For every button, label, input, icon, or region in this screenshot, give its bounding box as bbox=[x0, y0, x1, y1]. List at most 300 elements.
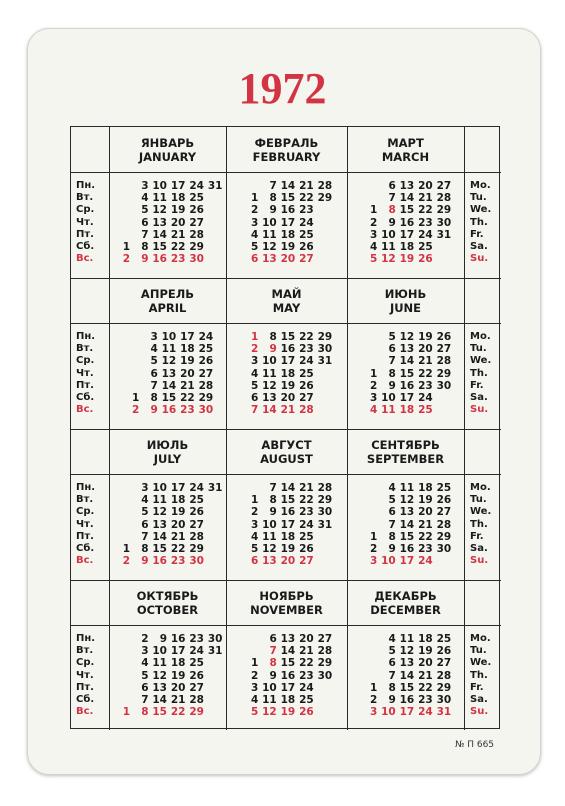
date-cell: 22 bbox=[418, 530, 433, 543]
date-cell: 21 bbox=[418, 669, 433, 682]
day-label: Чт. bbox=[76, 367, 94, 379]
date-cell: 25 bbox=[189, 657, 204, 670]
date-cell: 26 bbox=[189, 669, 204, 682]
date-cell: 4 bbox=[369, 240, 378, 253]
date-cell: 20 bbox=[180, 367, 195, 380]
empty-cell bbox=[114, 694, 130, 706]
empty-cell bbox=[207, 217, 223, 229]
date-cell: 28 bbox=[198, 379, 214, 392]
week-column bbox=[151, 180, 167, 265]
day-label: Tu. bbox=[470, 494, 487, 506]
date-cell: 6 bbox=[388, 180, 396, 192]
date-cell: 29 bbox=[198, 391, 214, 404]
empty-cell bbox=[114, 657, 130, 669]
date-cell: 24 bbox=[299, 518, 314, 531]
date-cell: 31 bbox=[436, 706, 452, 719]
date-cell: 18 bbox=[170, 494, 186, 507]
date-cell: 7 bbox=[141, 693, 149, 706]
date-cell: 13 bbox=[280, 633, 296, 645]
header-divider bbox=[71, 323, 501, 324]
day-labels-en bbox=[470, 331, 491, 416]
date-cell: 9 bbox=[269, 343, 277, 356]
date-cell: 12 bbox=[262, 379, 277, 392]
date-cell: 22 bbox=[299, 192, 314, 205]
date-cell: 28 bbox=[436, 669, 452, 682]
month-name-ru: ФЕВРАЛЬ bbox=[254, 136, 319, 150]
week-column bbox=[133, 482, 149, 567]
date-cell: 5 bbox=[141, 204, 149, 217]
date-cell: 27 bbox=[189, 518, 204, 531]
date-cell: 31 bbox=[317, 518, 333, 531]
date-cell: 13 bbox=[152, 216, 167, 229]
date-cell: 8 bbox=[269, 192, 277, 205]
day-label: Su. bbox=[470, 706, 489, 718]
date-cell: 28 bbox=[299, 404, 314, 417]
day-label: We. bbox=[470, 204, 492, 216]
day-label: Пн. bbox=[76, 482, 96, 493]
date-cell: 3 bbox=[369, 228, 378, 241]
empty-cell bbox=[361, 494, 377, 506]
date-cell: 14 bbox=[280, 180, 296, 192]
date-cell: 3 bbox=[141, 482, 149, 494]
date-cell: 6 bbox=[250, 555, 259, 568]
week-column bbox=[435, 482, 451, 567]
date-cell: 22 bbox=[418, 367, 433, 380]
date-cell: 5 bbox=[250, 542, 259, 555]
date-cell: 19 bbox=[180, 355, 195, 368]
date-cell: 23 bbox=[170, 253, 186, 266]
week-column bbox=[298, 180, 314, 265]
date-cell: 24 bbox=[418, 706, 433, 719]
date-cell: 7 bbox=[388, 192, 396, 205]
date-cell: 15 bbox=[280, 192, 296, 205]
date-cell: 18 bbox=[418, 633, 433, 645]
empty-cell bbox=[207, 657, 223, 669]
column-divider bbox=[347, 127, 348, 730]
date-cell: 19 bbox=[280, 240, 296, 253]
date-cell: 31 bbox=[207, 645, 223, 658]
date-cell: 15 bbox=[161, 391, 177, 404]
month-name-en: JULY bbox=[153, 452, 182, 466]
date-cell: 19 bbox=[280, 379, 296, 392]
empty-cell bbox=[207, 253, 223, 265]
week-column bbox=[316, 180, 332, 265]
date-cell: 7 bbox=[269, 180, 277, 192]
empty-cell bbox=[242, 633, 258, 645]
week-column bbox=[435, 331, 451, 416]
date-cell: 19 bbox=[170, 204, 186, 217]
day-label: Чт. bbox=[76, 518, 94, 530]
day-label: Пн. bbox=[76, 331, 96, 342]
day-label: Пт. bbox=[76, 228, 94, 240]
date-cell: 15 bbox=[399, 367, 415, 380]
date-cell: 25 bbox=[436, 482, 452, 494]
date-cell: 1 bbox=[122, 542, 130, 555]
day-label: Sa. bbox=[470, 693, 488, 705]
date-cell: 30 bbox=[207, 633, 223, 645]
day-label: Пт. bbox=[76, 379, 94, 391]
day-labels-ru bbox=[76, 180, 95, 265]
week-column bbox=[279, 331, 295, 416]
week-column bbox=[298, 331, 314, 416]
date-cell: 22 bbox=[299, 494, 314, 507]
date-cell: 11 bbox=[381, 240, 396, 253]
week-column bbox=[361, 180, 377, 265]
empty-cell bbox=[114, 494, 130, 506]
empty-cell bbox=[207, 670, 223, 682]
week-column bbox=[435, 633, 451, 718]
date-cell: 9 bbox=[388, 693, 396, 706]
day-label: Чт. bbox=[76, 669, 94, 681]
date-cell: 2 bbox=[250, 204, 259, 217]
empty-cell bbox=[435, 392, 451, 404]
date-cell: 13 bbox=[262, 391, 277, 404]
month-header bbox=[109, 589, 226, 617]
date-cell: 21 bbox=[280, 404, 296, 417]
date-cell: 11 bbox=[399, 482, 415, 494]
date-cell: 12 bbox=[262, 706, 277, 719]
date-cell: 4 bbox=[250, 693, 259, 706]
day-label: Сб. bbox=[76, 240, 95, 252]
empty-cell bbox=[114, 204, 130, 216]
day-label: Пн. bbox=[76, 633, 96, 644]
date-cell: 20 bbox=[280, 391, 296, 404]
week-column bbox=[261, 482, 277, 567]
date-cell: 24 bbox=[189, 482, 204, 494]
empty-cell bbox=[361, 180, 377, 192]
band-divider bbox=[71, 429, 501, 430]
date-cell: 19 bbox=[280, 542, 296, 555]
day-label: Ср. bbox=[76, 657, 95, 669]
day-labels-en bbox=[470, 180, 491, 265]
date-cell: 4 bbox=[250, 228, 259, 241]
date-cell: 2 bbox=[369, 693, 378, 706]
date-cell: 12 bbox=[381, 253, 396, 266]
date-cell: 10 bbox=[262, 216, 277, 229]
date-cell: 10 bbox=[262, 518, 277, 531]
date-cell: 28 bbox=[189, 693, 204, 706]
date-cell: 25 bbox=[418, 240, 433, 253]
date-cell: 25 bbox=[299, 530, 314, 543]
week-column bbox=[380, 331, 396, 416]
date-cell: 29 bbox=[436, 681, 452, 694]
empty-cell bbox=[123, 355, 139, 367]
date-cell: 18 bbox=[280, 228, 296, 241]
week-column bbox=[151, 633, 167, 718]
date-cell: 22 bbox=[180, 391, 195, 404]
month-header bbox=[226, 438, 347, 466]
week-column bbox=[114, 180, 130, 265]
date-cell: 21 bbox=[418, 518, 433, 531]
date-cell: 27 bbox=[436, 657, 452, 670]
day-label: Вт. bbox=[76, 494, 94, 506]
date-cell: 1 bbox=[122, 706, 130, 719]
date-cell: 23 bbox=[418, 216, 433, 229]
month-name-ru: ДЕКАБРЬ bbox=[374, 589, 437, 603]
day-label: Пн. bbox=[76, 180, 96, 191]
week-column bbox=[242, 331, 258, 416]
date-cell: 15 bbox=[399, 530, 415, 543]
month-name-en: SEPTEMBER bbox=[366, 452, 445, 466]
date-cell: 3 bbox=[150, 331, 158, 343]
date-cell: 30 bbox=[189, 555, 204, 568]
date-cell: 5 bbox=[150, 355, 158, 368]
month-header bbox=[347, 438, 464, 466]
date-cell: 29 bbox=[436, 204, 452, 217]
date-cell: 29 bbox=[317, 331, 333, 343]
day-label: Пт. bbox=[76, 681, 94, 693]
week-column bbox=[279, 180, 295, 265]
date-cell: 12 bbox=[262, 542, 277, 555]
empty-cell bbox=[123, 343, 139, 355]
date-cell: 15 bbox=[399, 204, 415, 217]
date-cell: 15 bbox=[280, 331, 296, 343]
day-label: Чт. bbox=[76, 216, 94, 228]
date-cell: 12 bbox=[399, 645, 415, 658]
week-column bbox=[242, 633, 258, 718]
date-cell: 23 bbox=[299, 343, 314, 356]
month-header bbox=[109, 136, 226, 164]
date-cell: 9 bbox=[159, 633, 167, 645]
date-cell: 3 bbox=[141, 180, 149, 192]
date-cell: 25 bbox=[299, 367, 314, 380]
month-name-en: MARCH bbox=[381, 150, 430, 164]
week-column bbox=[261, 180, 277, 265]
week-column bbox=[170, 633, 186, 718]
week-column bbox=[380, 180, 396, 265]
date-cell: 9 bbox=[141, 555, 149, 568]
date-cell: 10 bbox=[262, 355, 277, 368]
date-cell: 27 bbox=[299, 391, 314, 404]
day-label: Ср. bbox=[76, 506, 95, 518]
week-column bbox=[298, 633, 314, 718]
date-cell: 7 bbox=[150, 379, 158, 392]
date-cell: 25 bbox=[436, 633, 452, 645]
date-cell: 24 bbox=[299, 681, 314, 694]
empty-cell bbox=[316, 682, 332, 694]
empty-cell bbox=[207, 555, 223, 567]
date-cell: 27 bbox=[436, 180, 452, 192]
calendar-grid bbox=[70, 126, 500, 729]
week-column bbox=[398, 633, 414, 718]
date-cell: 28 bbox=[317, 180, 333, 192]
date-cell: 12 bbox=[152, 506, 167, 519]
empty-cell bbox=[114, 180, 130, 192]
month-name-ru: МАРТ bbox=[387, 136, 424, 150]
day-label: We. bbox=[470, 506, 492, 518]
band-divider bbox=[71, 580, 501, 581]
date-cell: 3 bbox=[141, 645, 149, 658]
date-cell: 13 bbox=[161, 367, 177, 380]
date-cell: 27 bbox=[299, 555, 314, 568]
month-name-en: MAY bbox=[272, 301, 301, 315]
date-cell: 7 bbox=[141, 228, 149, 241]
day-label: Tu. bbox=[470, 645, 487, 657]
date-cell: 16 bbox=[152, 253, 167, 266]
date-cell: 29 bbox=[189, 706, 204, 719]
date-cell: 26 bbox=[189, 204, 204, 217]
date-cell: 17 bbox=[170, 482, 186, 494]
empty-cell bbox=[207, 519, 223, 531]
date-cell: 6 bbox=[269, 633, 277, 645]
day-label: Вт. bbox=[76, 192, 94, 204]
empty-cell bbox=[316, 531, 332, 543]
empty-cell bbox=[361, 355, 377, 367]
date-cell: 26 bbox=[418, 253, 433, 266]
empty-cell bbox=[435, 555, 451, 567]
date-cell: 4 bbox=[141, 494, 149, 507]
date-cell: 17 bbox=[399, 706, 415, 719]
day-labels-en bbox=[470, 633, 491, 718]
date-cell: 13 bbox=[399, 506, 415, 519]
date-cell: 11 bbox=[152, 657, 167, 670]
date-cell: 13 bbox=[262, 253, 277, 266]
date-cell: 7 bbox=[250, 404, 259, 417]
empty-cell bbox=[435, 241, 451, 253]
month-name-en: OCTOBER bbox=[136, 603, 199, 617]
date-cell: 17 bbox=[280, 216, 296, 229]
date-cell: 16 bbox=[280, 506, 296, 519]
week-column bbox=[398, 180, 414, 265]
date-cell: 27 bbox=[189, 681, 204, 694]
date-cell: 16 bbox=[152, 555, 167, 568]
empty-cell bbox=[316, 241, 332, 253]
week-column bbox=[207, 482, 223, 567]
date-cell: 17 bbox=[170, 180, 186, 192]
date-cell: 11 bbox=[161, 343, 177, 356]
date-cell: 5 bbox=[250, 379, 259, 392]
month-name-en: NOVEMBER bbox=[250, 603, 323, 617]
date-cell: 25 bbox=[198, 343, 214, 356]
day-labels-ru bbox=[76, 482, 95, 567]
day-label: Fr. bbox=[470, 681, 484, 693]
date-cell: 9 bbox=[269, 204, 277, 217]
date-cell: 20 bbox=[170, 518, 186, 531]
empty-cell bbox=[207, 506, 223, 518]
date-cell: 27 bbox=[299, 253, 314, 266]
date-cell: 22 bbox=[170, 240, 186, 253]
date-cell: 14 bbox=[280, 482, 296, 494]
empty-cell bbox=[242, 180, 258, 192]
week-column bbox=[417, 180, 433, 265]
week-column bbox=[398, 331, 414, 416]
date-cell: 28 bbox=[436, 192, 452, 205]
empty-cell bbox=[316, 392, 332, 404]
day-label: Вс. bbox=[76, 404, 94, 416]
date-cell: 24 bbox=[299, 355, 314, 368]
week-column bbox=[417, 482, 433, 567]
date-cell: 5 bbox=[141, 669, 149, 682]
day-label: Mo. bbox=[470, 180, 491, 191]
date-cell: 29 bbox=[189, 240, 204, 253]
date-cell: 1 bbox=[131, 391, 140, 404]
header-divider bbox=[71, 625, 501, 626]
day-label: Th. bbox=[470, 367, 488, 379]
date-cell: 19 bbox=[170, 506, 186, 519]
date-cell: 8 bbox=[388, 204, 396, 217]
date-cell: 1 bbox=[369, 530, 378, 543]
date-cell: 5 bbox=[369, 253, 378, 266]
date-cell: 18 bbox=[280, 367, 296, 380]
date-cell: 21 bbox=[170, 693, 186, 706]
empty-cell bbox=[207, 494, 223, 506]
date-cell: 1 bbox=[250, 192, 259, 205]
empty-cell bbox=[207, 241, 223, 253]
day-label: Fr. bbox=[470, 530, 484, 542]
date-cell: 9 bbox=[269, 506, 277, 519]
date-cell: 24 bbox=[198, 331, 214, 343]
empty-cell bbox=[114, 482, 130, 494]
date-cell: 20 bbox=[418, 506, 433, 519]
month-header bbox=[109, 438, 226, 466]
week-column bbox=[398, 482, 414, 567]
date-cell: 21 bbox=[418, 355, 433, 368]
date-cell: 14 bbox=[152, 693, 167, 706]
date-cell: 23 bbox=[418, 542, 433, 555]
date-cell: 23 bbox=[189, 633, 204, 645]
date-cell: 8 bbox=[388, 367, 396, 380]
week-column bbox=[316, 482, 332, 567]
day-label: Tu. bbox=[470, 343, 487, 355]
month-header bbox=[347, 287, 464, 315]
date-cell: 13 bbox=[262, 555, 277, 568]
date-cell: 6 bbox=[150, 367, 158, 380]
date-cell: 17 bbox=[170, 645, 186, 658]
date-cell: 13 bbox=[399, 180, 415, 192]
date-cell: 6 bbox=[141, 681, 149, 694]
date-cell: 25 bbox=[418, 404, 433, 417]
date-cell: 4 bbox=[150, 343, 158, 356]
date-cell: 28 bbox=[317, 645, 333, 658]
date-cell: 22 bbox=[418, 204, 433, 217]
date-cell: 6 bbox=[141, 216, 149, 229]
date-cell: 15 bbox=[399, 681, 415, 694]
band-divider bbox=[71, 278, 501, 279]
date-cell: 3 bbox=[369, 391, 378, 404]
date-cell: 21 bbox=[418, 192, 433, 205]
date-cell: 12 bbox=[399, 331, 415, 343]
day-label: Пт. bbox=[76, 530, 94, 542]
serial-number: № П 665 bbox=[455, 740, 495, 750]
empty-cell bbox=[114, 519, 130, 531]
date-cell: 10 bbox=[262, 681, 277, 694]
day-label: Fr. bbox=[470, 379, 484, 391]
week-column bbox=[361, 482, 377, 567]
empty-cell bbox=[316, 368, 332, 380]
date-cell: 16 bbox=[399, 379, 415, 392]
date-cell: 22 bbox=[299, 657, 314, 670]
empty-cell bbox=[361, 331, 377, 343]
week-column bbox=[261, 633, 277, 718]
date-cell: 18 bbox=[170, 657, 186, 670]
date-cell: 6 bbox=[388, 506, 396, 519]
week-column bbox=[242, 180, 258, 265]
date-cell: 30 bbox=[436, 379, 452, 392]
date-cell: 25 bbox=[189, 494, 204, 507]
date-cell: 12 bbox=[152, 669, 167, 682]
day-label: Mo. bbox=[470, 482, 491, 493]
month-name-ru: СЕНТЯБРЬ bbox=[371, 438, 440, 452]
date-cell: 3 bbox=[250, 355, 259, 368]
year-title: 1972 bbox=[238, 64, 327, 113]
date-cell: 5 bbox=[250, 706, 259, 719]
date-cell: 3 bbox=[250, 681, 259, 694]
date-cell: 17 bbox=[399, 391, 415, 404]
date-cell: 7 bbox=[269, 645, 277, 658]
date-cell: 11 bbox=[262, 367, 277, 380]
date-cell: 2 bbox=[369, 216, 378, 229]
date-cell: 24 bbox=[299, 216, 314, 229]
